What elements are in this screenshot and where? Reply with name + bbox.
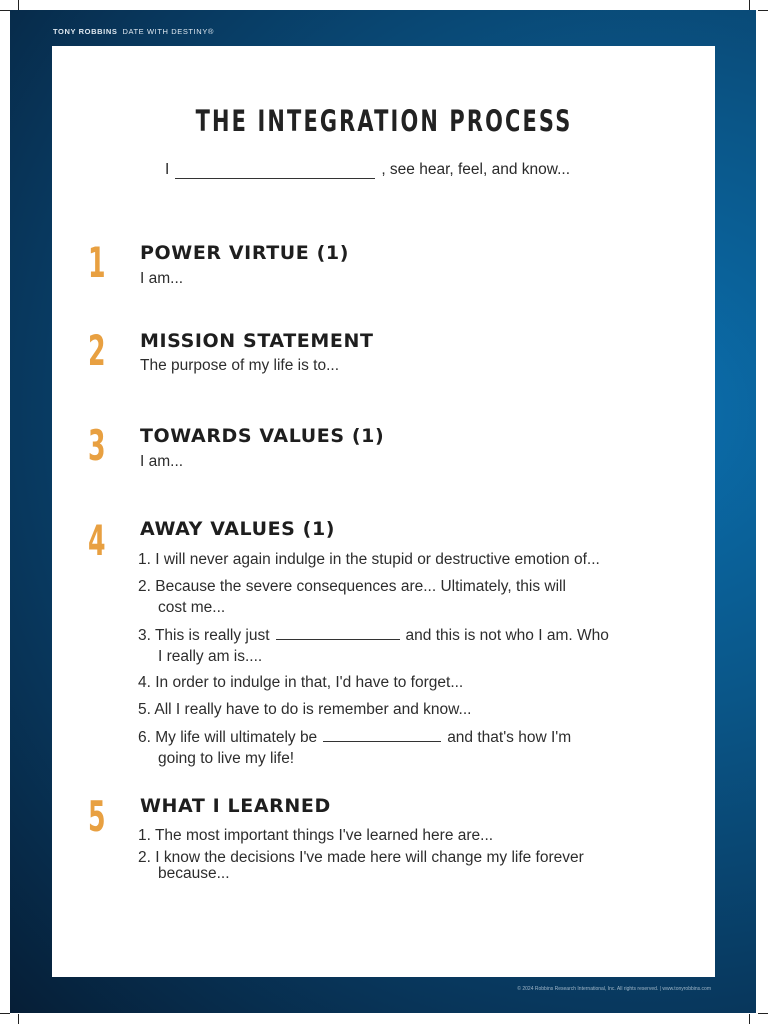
- item-text-continued: because...: [158, 865, 230, 882]
- crop-mark: [749, 1014, 750, 1024]
- item-number: 1.: [138, 551, 151, 568]
- item-text: and that's how I'm: [447, 729, 572, 746]
- crop-mark: [0, 1013, 10, 1014]
- item-number: 6.: [138, 729, 151, 746]
- crop-mark: [18, 0, 19, 10]
- fill-in-blank: [323, 727, 441, 742]
- item-text-continued: cost me...: [158, 598, 226, 616]
- section-prompt: The purpose of my life is to...: [140, 357, 340, 374]
- section-heading: MISSION STATEMENT: [140, 330, 374, 352]
- item-text: I know the decisions I've made here will change my life forever: [155, 849, 584, 866]
- list-item: [138, 826, 678, 847]
- section-heading: AWAY VALUES (1): [140, 518, 336, 540]
- section-heading: TOWARDS VALUES (1): [140, 425, 385, 447]
- intro-suffix: , see hear, feel, and know...: [381, 161, 571, 178]
- item-number: 5.: [138, 701, 151, 718]
- brand-name: TONY ROBBINS: [53, 27, 118, 36]
- crop-mark: [749, 0, 750, 10]
- copyright-footer: © 2024 Robbins Research International, Inc. All rights reserved. | www.tonyrobbins.com: [517, 986, 711, 992]
- section-number: 3: [88, 421, 106, 470]
- item-number: 3.: [138, 627, 151, 644]
- crop-mark: [18, 1014, 19, 1024]
- list-item: [138, 577, 678, 618]
- item-text: My life will ultimately be: [155, 729, 318, 746]
- intro-line: [165, 161, 570, 179]
- intro-blank-line: [175, 163, 375, 179]
- item-text-continued: going to live my life!: [158, 749, 295, 767]
- list-item: [138, 850, 698, 882]
- item-text: The most important things I've learned here are...: [154, 827, 494, 844]
- item-number: 4.: [138, 674, 151, 691]
- section-number: 2: [88, 326, 106, 375]
- section-heading: WHAT I LEARNED: [140, 795, 331, 817]
- item-text: I will never again indulge in the stupid or destructive emotion of...: [155, 551, 600, 568]
- item-text: Because the severe consequences are... Ultimately, this will: [155, 578, 566, 595]
- section-heading: POWER VIRTUE (1): [140, 242, 349, 264]
- section-number: 5: [88, 792, 106, 841]
- fill-in-blank: [276, 625, 400, 640]
- list-item: [138, 625, 678, 667]
- section-prompt: I am...: [140, 453, 184, 470]
- section-number: 1: [88, 238, 106, 287]
- intro-prefix: I: [165, 161, 170, 178]
- list-item: [138, 673, 678, 694]
- list-item: [138, 700, 678, 721]
- brand-header: [53, 27, 214, 36]
- crop-mark: [0, 10, 10, 11]
- item-text-continued: I really am is....: [158, 647, 263, 665]
- item-text: and this is not who I am. Who: [405, 627, 609, 644]
- item-number: 2.: [138, 578, 151, 595]
- item-text: This is really just: [154, 627, 270, 644]
- crop-mark: [758, 1013, 768, 1014]
- section-number: 4: [88, 516, 106, 565]
- list-item: [138, 550, 678, 571]
- page-title: THE INTEGRATION PROCESS: [195, 104, 573, 138]
- item-number: 1.: [138, 827, 151, 844]
- item-number: 2.: [138, 849, 151, 866]
- section-prompt: I am...: [140, 270, 184, 287]
- item-text: All I really have to do is remember and know...: [154, 701, 472, 718]
- brand-event: DATE WITH DESTINY®: [122, 27, 215, 36]
- list-item: [138, 727, 678, 769]
- item-text: In order to indulge in that, I'd have to forget...: [155, 674, 464, 691]
- crop-mark: [758, 10, 768, 11]
